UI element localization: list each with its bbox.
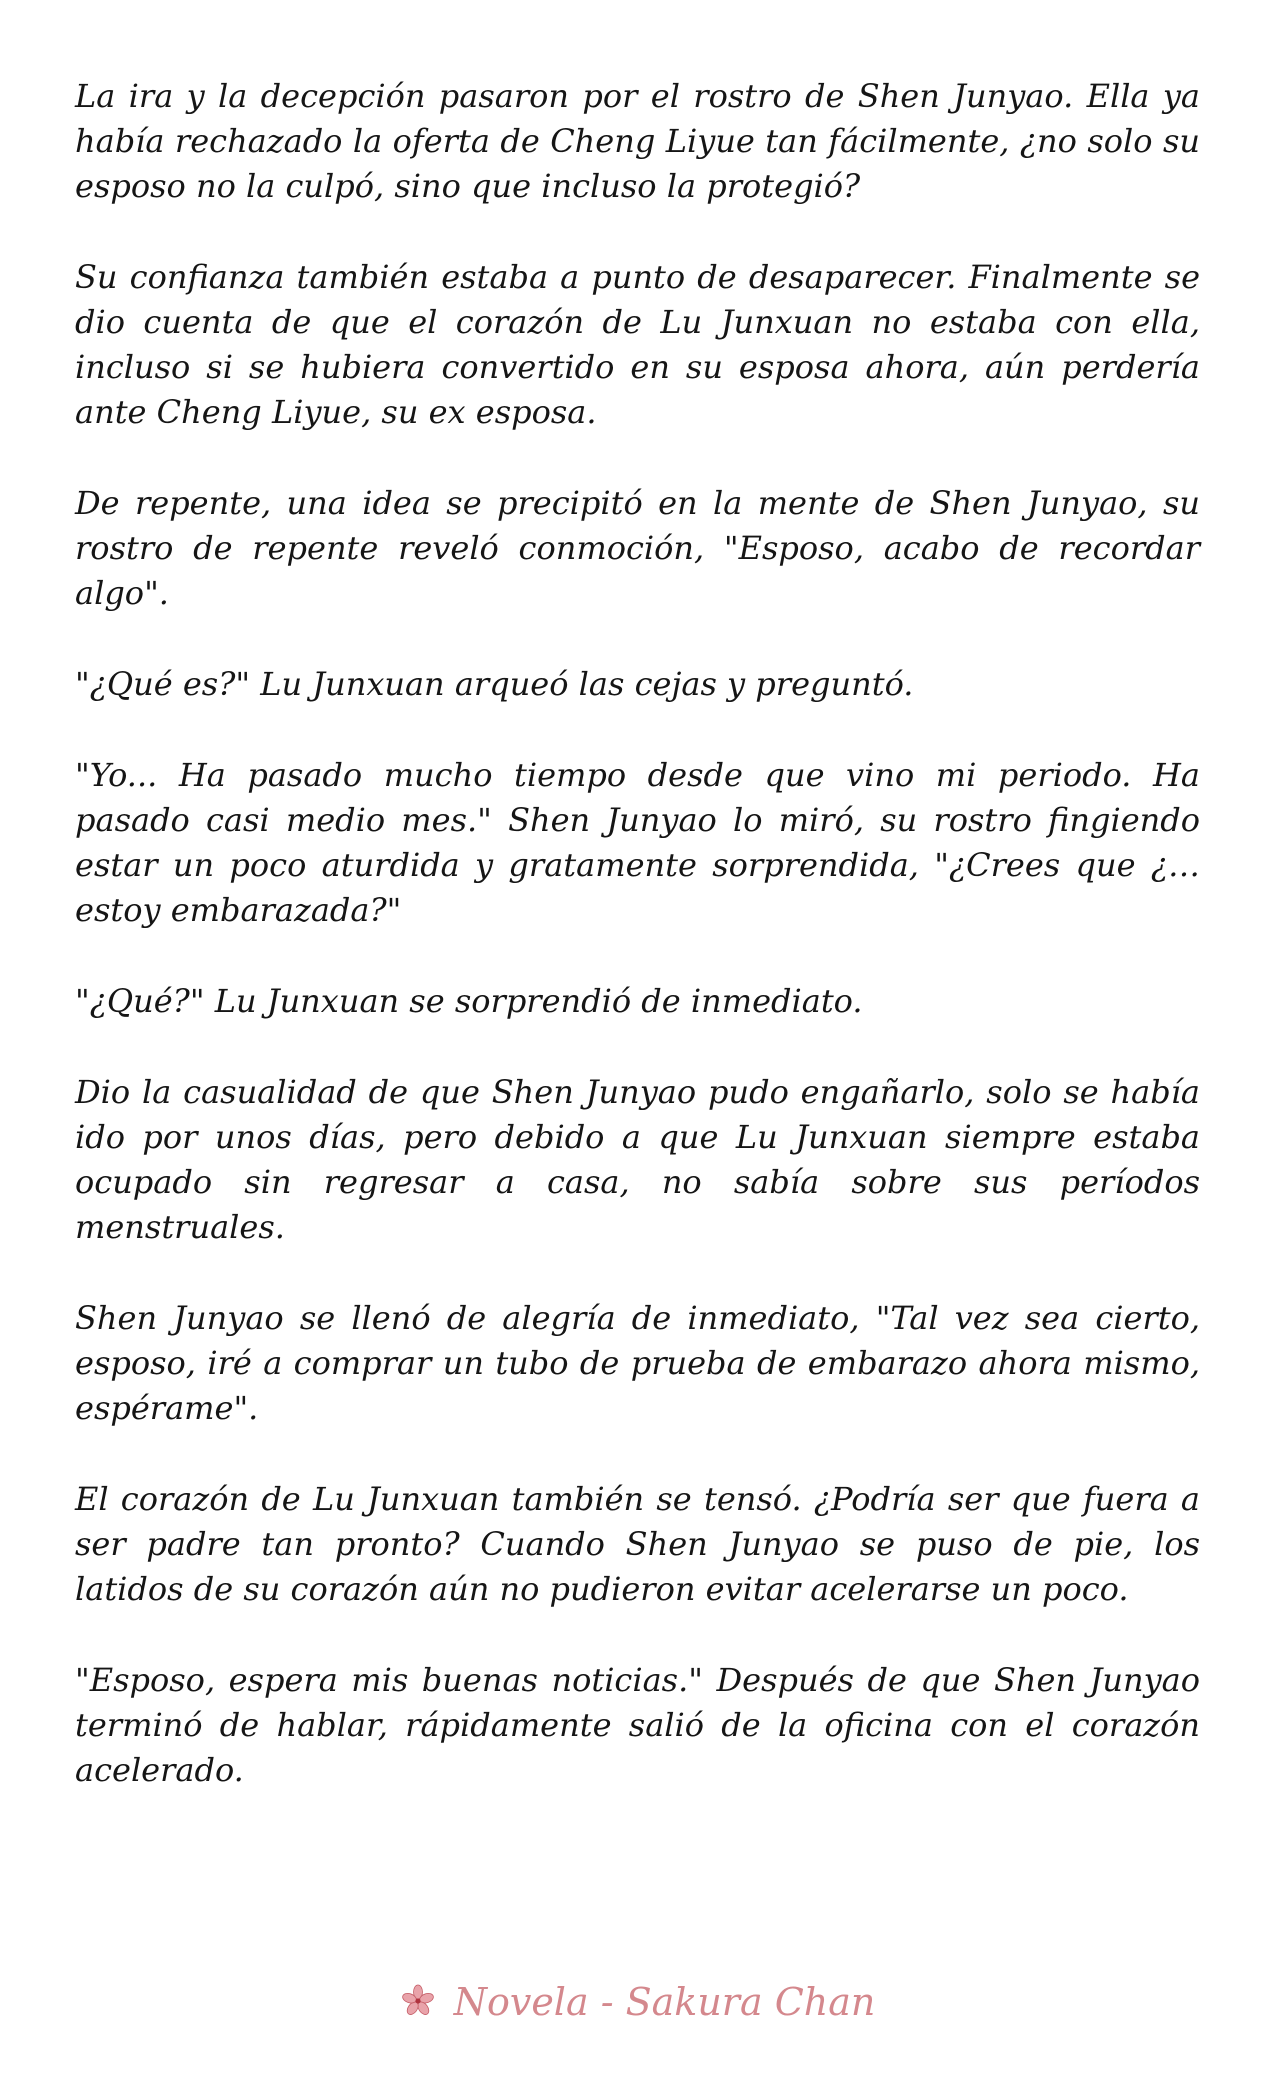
paragraph: Shen Junyao se llenó de alegría de inmediato, "Tal vez sea cierto, esposo, iré a comprar un tubo de prueba de embarazo ahora mismo, espérame". (75, 1299, 1200, 1427)
watermark (0, 1980, 1275, 2028)
paragraph: "¿Qué?" Lu Junxuan se sorprendió de inmediato. (75, 982, 863, 1020)
document-body (75, 74, 1200, 1793)
sakura-flower-icon (400, 1983, 436, 2028)
paragraph: "¿Qué es?" Lu Junxuan arqueó las cejas y preguntó. (75, 665, 914, 703)
paragraph: "Esposo, espera mis buenas noticias." Después de que Shen Junyao terminó de hablar, rápidamente salió de la oficina con el corazón acelerado. (75, 1661, 1200, 1789)
paragraph: Su confianza también estaba a punto de desaparecer. Finalmente se dio cuenta de que el corazón de Lu Junxuan no estaba con ella, incluso si se hubiera convertido en su esposa ahora, aún perdería ante Cheng Liyue, su ex esposa. (75, 258, 1200, 431)
paragraph: "Yo... Ha pasado mucho tiempo desde que vino mi periodo. Ha pasado casi medio mes." Shen Junyao lo miró, su rostro fingiendo estar un poco aturdida y gratamente sorprendida, "¿Crees que ¿… estoy embarazada?" (75, 756, 1200, 929)
paragraph: De repente, una idea se precipitó en la mente de Shen Junyao, su rostro de repente reveló conmoción, "Esposo, acabo de recordar algo". (75, 484, 1200, 612)
paragraph: El corazón de Lu Junxuan también se tensó. ¿Podría ser que fuera a ser padre tan pronto? Cuando Shen Junyao se puso de pie, los latidos de su corazón aún no pudieron evitar acelerarse un poco. (75, 1480, 1200, 1608)
paragraph: La ira y la decepción pasaron por el rostro de Shen Junyao. Ella ya había rechazado la oferta de Cheng Liyue tan fácilmente, ¿no solo su esposo no la culpó, sino que incluso la protegió? (75, 77, 1200, 205)
paragraph: Dio la casualidad de que Shen Junyao pudo engañarlo, solo se había ido por unos días, pero debido a que Lu Junxuan siempre estaba ocupado sin regresar a casa, no sabía sobre sus períodos menstruales. (75, 1073, 1200, 1246)
watermark-text: Novela - Sakura Chan (453, 1980, 876, 2024)
